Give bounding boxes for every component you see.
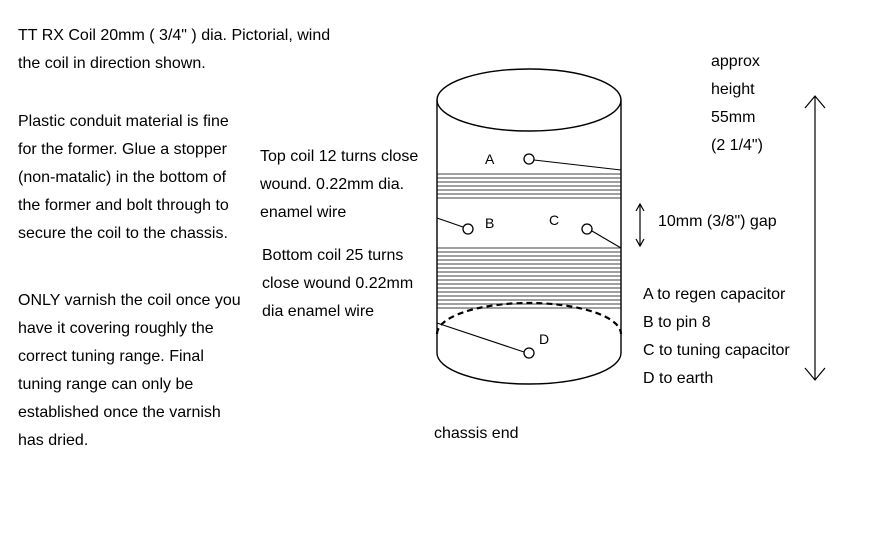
legend-item: B to pin 8 [643,314,711,331]
note-line: ONLY varnish the coil once you [18,292,241,309]
top-coil-windings [437,174,621,198]
point-c-terminal [582,224,592,234]
note-line: (non-matalic) in the bottom of [18,169,227,186]
note-line: has dried. [18,432,89,449]
note-line: Bottom coil 25 turns [262,247,404,264]
height-line: (2 1/4") [711,137,763,154]
point-d-label: D [539,331,550,347]
point-d-lead [437,323,524,352]
note-line: have it covering roughly the [18,320,214,337]
chassis-end-label: chassis end [434,425,519,442]
note-line: the former and bolt through to [18,197,229,214]
legend-item: C to tuning capacitor [643,342,790,359]
point-b-terminal [463,224,473,234]
point-b-label: B [485,215,495,231]
point-b-lead [437,218,463,227]
note-line: enamel wire [260,204,347,221]
note-line: tuning range can only be [18,376,194,393]
note-line: correct tuning range. Final [18,348,204,365]
title-line: TT RX Coil 20mm ( 3/4" ) dia. Pictorial, wind [18,27,331,44]
title-line: the coil in direction shown. [18,55,206,72]
gap-arrow [636,204,644,246]
note-line: Plastic conduit material is fine [18,113,229,130]
cylinder-top [437,69,621,131]
height-line: height [711,81,755,98]
legend-item: A to regen capacitor [643,286,786,303]
note-line: dia enamel wire [262,303,375,320]
point-c-lead [592,231,621,248]
note-line: established once the varnish [18,404,221,421]
gap-label: 10mm (3/8") gap [658,213,777,230]
note-line: for the former. Glue a stopper [18,141,227,158]
note-line: close wound 0.22mm [262,275,414,292]
height-arrow [805,96,825,380]
point-d-terminal [524,348,534,358]
height-line: 55mm [711,109,756,126]
note-line: wound. 0.22mm dia. [260,176,405,193]
note-line: secure the coil to the chassis. [18,225,228,242]
note-line: Top coil 12 turns close [260,148,419,165]
height-line: approx [711,53,760,70]
point-a-lead [534,160,621,170]
point-a-terminal [524,154,534,164]
point-a-label: A [485,151,495,167]
legend-item: D to earth [643,370,714,387]
point-c-label: C [549,212,560,228]
bottom-coil-windings [437,248,621,308]
